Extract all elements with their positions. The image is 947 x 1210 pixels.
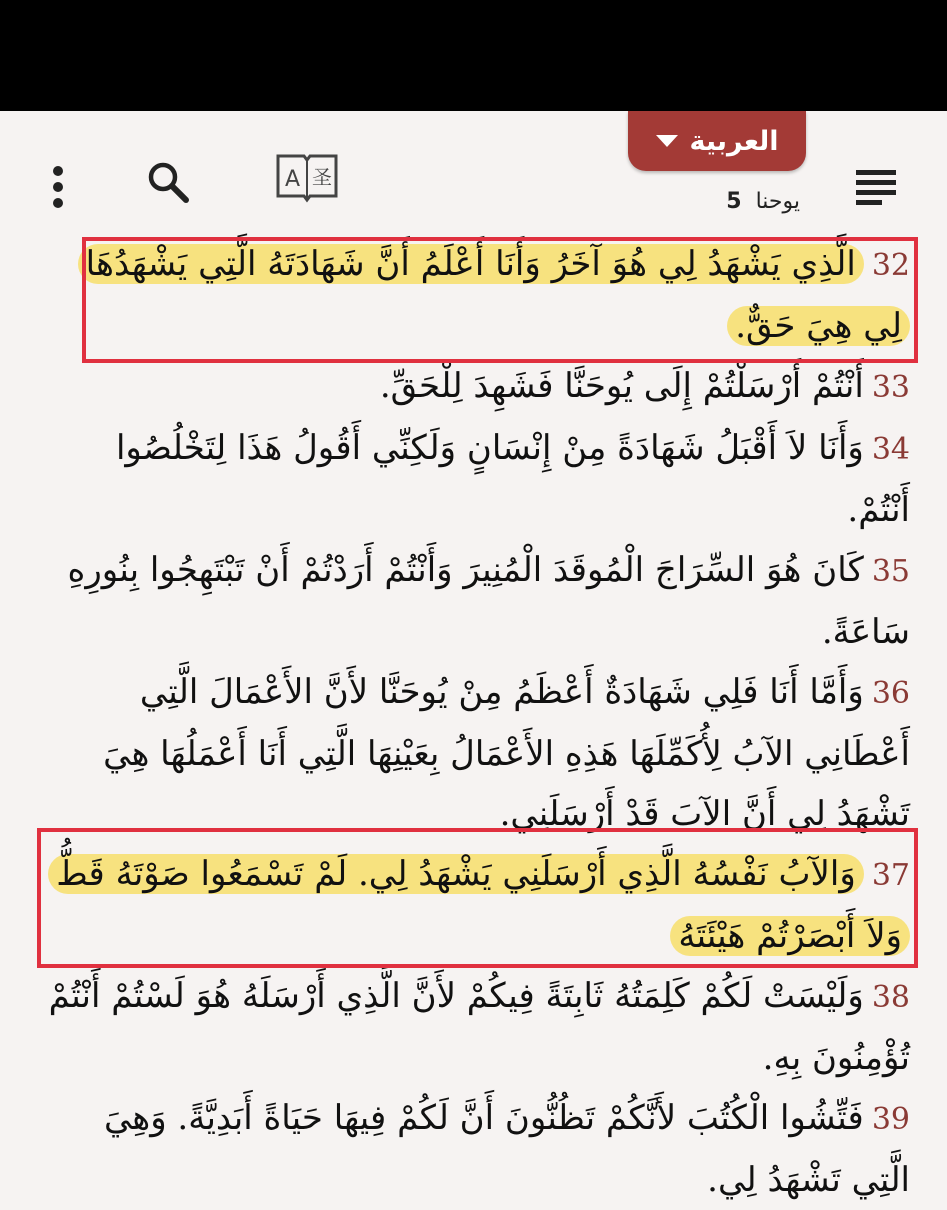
- verse-text: أَنْتُمْ أَرْسَلْتُمْ إِلَى يُوحَنَّا فَشَهِدَ لِلْحَقِّ.: [379, 366, 864, 406]
- verse-34[interactable]: [48, 418, 910, 540]
- book-name: يوحنا: [755, 188, 800, 214]
- translation-button[interactable]: [262, 143, 352, 213]
- toolbar: [0, 111, 947, 231]
- svg-text:圣: 圣: [312, 165, 332, 189]
- verse-38[interactable]: [48, 966, 910, 1088]
- more-vertical-icon: [53, 163, 63, 211]
- search-icon: [146, 160, 190, 204]
- verse-text: الَّذِي يَشْهَدُ لِي هُوَ آخَرُ وَأَنَا أَعْلَمُ أَنَّ شَهَادَتَهُ الَّتِي يَشْهَدُهَا لِي هِيَ حَقٌّ.: [78, 244, 910, 346]
- caret-down-icon: [656, 135, 678, 147]
- verse-text: وَأَمَّا أَنَا فَلِي شَهَادَةٌ أَعْظَمُ مِنْ يُوحَنَّا لأَنَّ الأَعْمَالَ الَّتِي أَعْطَانِي الآبُ لِأُكَمِّلَهَا هَذِهِ الأَعْمَالُ بِعَيْنِهَا الَّتِي أَنَا أَعْمَلُهَا هِيَ تَشْهَدُ لِي أَنَّ الآبَ قَدْ أَرْسَلَنِي.: [103, 672, 910, 834]
- search-button[interactable]: [128, 147, 208, 217]
- status-bar: [0, 0, 947, 111]
- translate-book-icon: [274, 150, 340, 206]
- verse-39[interactable]: [48, 1088, 910, 1210]
- annotation-box-verse-32: [82, 237, 918, 363]
- annotation-box-verse-37: [37, 828, 918, 968]
- verse-text: وَلَيْسَتْ لَكُمْ كَلِمَتُهُ ثَابِتَةً فِيكُمْ لأَنَّ الَّذِي أَرْسَلَهُ هُوَ لَسْتُمْ أَنْتُمْ تُؤْمِنُونَ بِهِ.: [48, 976, 910, 1078]
- chapter-text: [48, 234, 910, 1210]
- chapter-number: 5: [726, 188, 742, 214]
- language-label: العربية: [689, 125, 779, 157]
- svg-text:A: A: [285, 167, 301, 192]
- verse-number: 36: [871, 676, 910, 711]
- verse-33[interactable]: [48, 356, 910, 418]
- verse-number: 33: [871, 370, 910, 405]
- verse-text: فَتِّشُوا الْكُتُبَ لأَنَّكُمْ تَظُنُّونَ أَنَّ لَكُمْ فِيهَا حَيَاةً أَبَدِيَّةً. وَهِيَ الَّتِي تَشْهَدُ لِي.: [103, 1098, 910, 1200]
- verse-text: وَأَنَا لاَ أَقْبَلُ شَهَادَةً مِنْ إِنْسَانٍ وَلَكِنِّي أَقُولُ هَذَا لِتَخْلُصُوا أَنْتُمْ.: [115, 428, 910, 530]
- verse-number: 34: [871, 432, 910, 467]
- book-reference[interactable]: [690, 183, 800, 219]
- menu-lines-icon: [854, 166, 898, 206]
- verse-number: 38: [871, 980, 910, 1015]
- verse-36[interactable]: [48, 662, 910, 844]
- more-options-button[interactable]: [30, 147, 86, 227]
- verse-number: 32: [871, 248, 910, 283]
- verse-35[interactable]: [48, 540, 910, 662]
- verse-text: وَالآبُ نَفْسُهُ الَّذِي أَرْسَلَنِي يَشْهَدُ لِي. لَمْ تَسْمَعُوا صَوْتَهُ قَطُّ وَلاَ أَبْصَرْتُمْ هَيْئَتَهُ: [48, 854, 910, 956]
- verse-number: 37: [871, 858, 910, 893]
- verse-number: 35: [871, 554, 910, 589]
- menu-button[interactable]: [836, 151, 916, 221]
- verse-number: 39: [871, 1102, 910, 1137]
- verse-text: كَانَ هُوَ السِّرَاجَ الْمُوقَدَ الْمُنِيرَ وَأَنْتُمْ أَرَدْتُمْ أَنْ تَبْتَهِجُوا بِنُورِهِ سَاعَةً.: [67, 550, 910, 652]
- language-selector[interactable]: [628, 111, 806, 171]
